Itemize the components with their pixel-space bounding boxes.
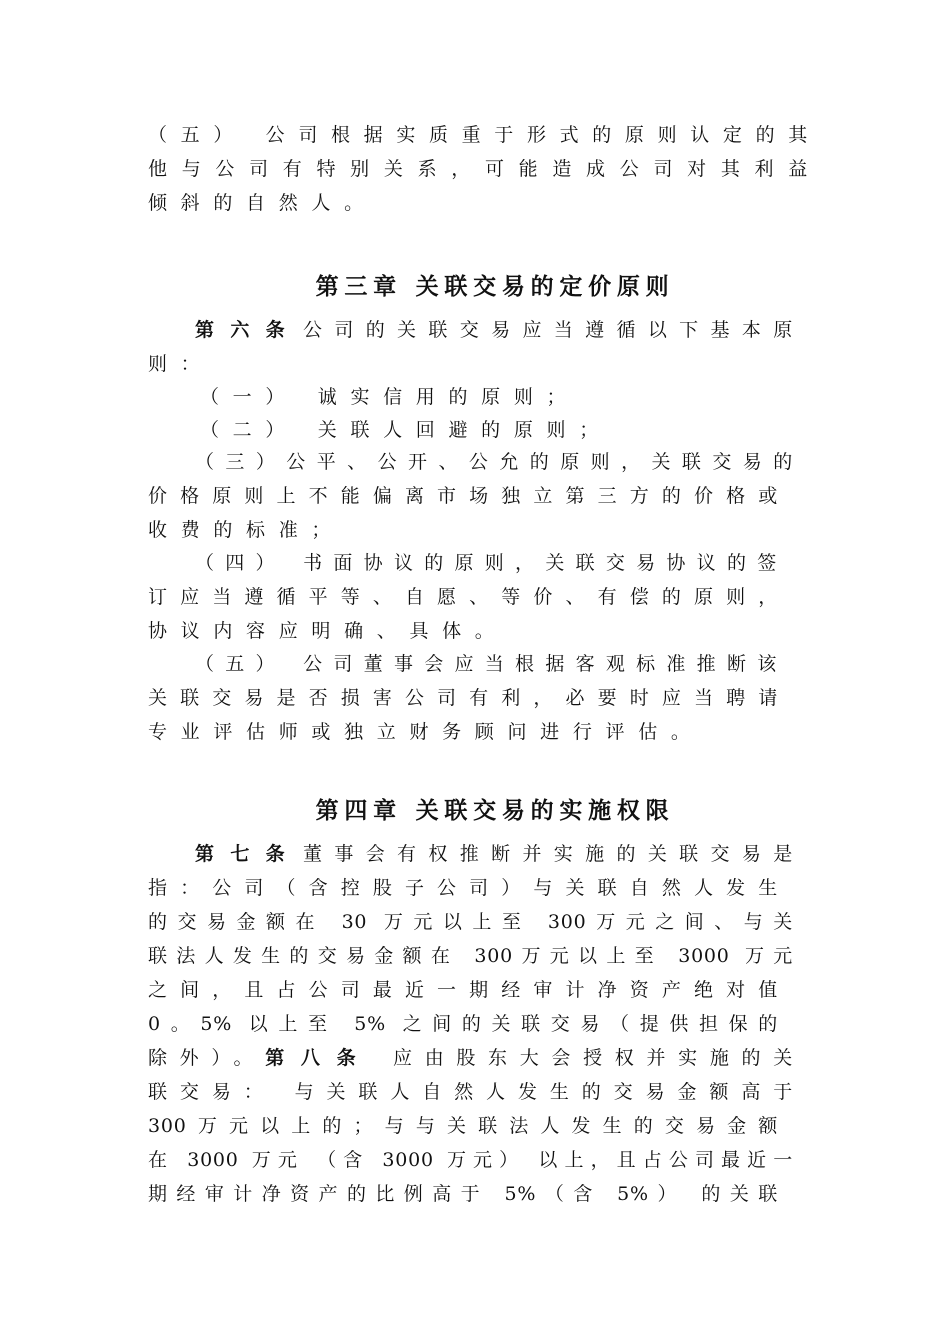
chapter-3-heading: 第三章 关联交易的定价原则 bbox=[315, 274, 675, 300]
article-6-label: 第六条 bbox=[195, 319, 302, 341]
text-line bbox=[148, 1143, 793, 1177]
line-text: （五） 公司根据实质重于形式的原则认定的其 bbox=[148, 124, 808, 146]
line-text: 在 3000 万元 （含 3000 万元） 以上，且占公司最近一 bbox=[148, 1149, 793, 1171]
line-text: 订应当遵循平等、自愿、等价、有偿的原则， bbox=[148, 586, 778, 608]
text-line bbox=[148, 1109, 778, 1143]
article-8-prefix: 除外）。 bbox=[148, 1047, 266, 1069]
line-text: （一） 诚实信用的原则； bbox=[200, 386, 580, 408]
item-1 bbox=[200, 380, 860, 414]
text-line bbox=[148, 152, 808, 186]
text-line bbox=[148, 614, 808, 648]
line-text: 专业评估师或独立财务顾问进行评估。 bbox=[148, 721, 704, 743]
article-7-text: 董事会有权推断并实施的关联交易是 bbox=[303, 843, 793, 865]
line-text: （三）公平、公开、公允的原则，关联交易的 bbox=[195, 451, 793, 473]
article-6-line bbox=[195, 313, 793, 347]
article-7-label: 第七条 bbox=[195, 843, 302, 865]
text-line bbox=[148, 1177, 778, 1211]
item-5 bbox=[195, 647, 777, 681]
text-line bbox=[148, 186, 808, 220]
text-line bbox=[148, 715, 808, 749]
line-text: 联交易： 与关联人自然人发生的交易金额高于 bbox=[148, 1081, 793, 1103]
article-8-line bbox=[148, 1041, 793, 1075]
text-line bbox=[148, 118, 808, 152]
line-text: 关联交易是否损害公司有利，必要时应当聘请 bbox=[148, 687, 778, 709]
article-6-text: 公司的关联交易应当遵循以下基本原 bbox=[303, 319, 793, 341]
article-8-label: 第八条 bbox=[265, 1047, 373, 1069]
line-text: （五） 公司董事会应当根据客观标准推断该 bbox=[195, 653, 777, 675]
line-text: 指：公司（含控股子公司）与关联自然人发生 bbox=[148, 877, 778, 899]
line-text: 期经审计净资产的比例高于 5%（含 5%） 的关联 bbox=[148, 1183, 778, 1205]
text-line bbox=[148, 1007, 778, 1041]
text-line bbox=[148, 479, 778, 513]
text-line bbox=[148, 513, 808, 547]
text-line bbox=[148, 347, 808, 381]
line-text: 他与公司有特别关系，可能造成公司对其利益 bbox=[148, 158, 808, 180]
text-line bbox=[148, 1075, 793, 1109]
line-text: （二） 关联人回避的原则； bbox=[200, 419, 612, 441]
line-text: 300万元以上的；与与关联法人发生的交易金额 bbox=[148, 1115, 778, 1137]
line-text: 收费的标准； bbox=[148, 519, 345, 541]
line-text: 倾斜的自然人。 bbox=[148, 192, 377, 214]
line-text: 联法人发生的交易金额在 300万元以上至 3000 万元 bbox=[148, 945, 793, 967]
item-4 bbox=[195, 546, 777, 580]
text-line bbox=[148, 681, 778, 715]
item-2 bbox=[200, 413, 860, 447]
text-line bbox=[148, 580, 778, 614]
line-text: 之间，且占公司最近一期经审计净资产绝对值 bbox=[148, 979, 778, 1001]
line-text: 则： bbox=[148, 353, 214, 375]
chapter-4-heading: 第四章 关联交易的实施权限 bbox=[315, 798, 675, 824]
line-text: 的交易金额在 30 万元以上至 300万元之间、与关 bbox=[148, 911, 793, 933]
article-8-text: 应由股东大会授权并实施的关 bbox=[374, 1047, 793, 1069]
text-line bbox=[148, 973, 778, 1007]
line-text: （四） 书面协议的原则，关联交易协议的签 bbox=[195, 552, 777, 574]
item-3 bbox=[195, 445, 793, 479]
line-text: 协议内容应明确、具体。 bbox=[148, 620, 508, 642]
line-text: 价格原则上不能偏离市场独立第三方的价格或 bbox=[148, 485, 778, 507]
line-text: 0。5% 以上至 5% 之间的关联交易（提供担保的 bbox=[148, 1013, 778, 1035]
text-line bbox=[148, 939, 793, 973]
article-7-line bbox=[195, 837, 793, 871]
text-line bbox=[148, 905, 793, 939]
text-line bbox=[148, 871, 778, 905]
